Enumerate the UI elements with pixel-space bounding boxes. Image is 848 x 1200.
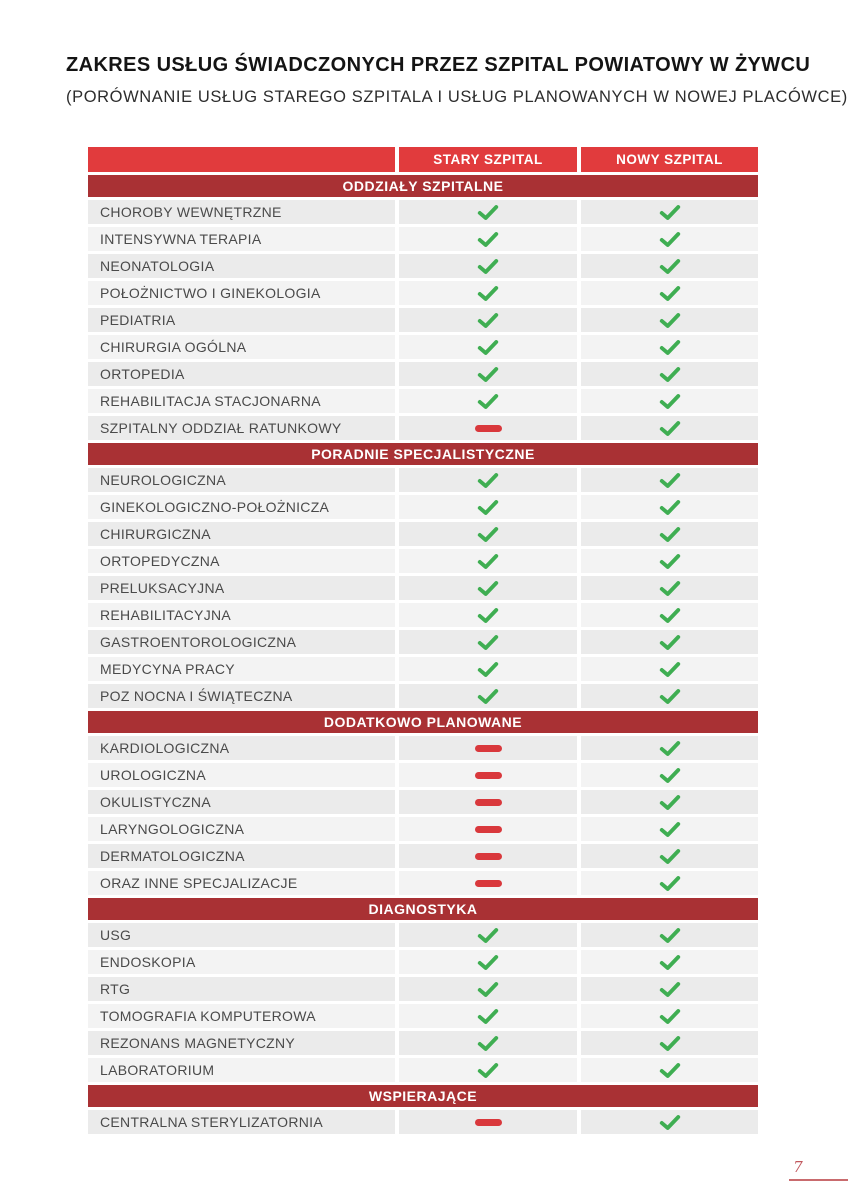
section-rows	[88, 468, 758, 708]
row-label: SZPITALNY ODDZIAŁ RATUNKOWY	[88, 416, 395, 440]
table-section	[88, 175, 758, 440]
stary-szpital-cell	[399, 308, 577, 332]
row-label: POŁOŻNICTWO I GINEKOLOGIA	[88, 281, 395, 305]
section-rows	[88, 736, 758, 895]
table-row	[88, 684, 758, 708]
section-rows	[88, 923, 758, 1082]
row-label: ENDOSKOPIA	[88, 950, 395, 974]
nowy-szpital-cell	[581, 227, 758, 251]
check-icon	[659, 954, 681, 971]
check-icon	[477, 927, 499, 944]
row-label: DERMATOLOGICZNA	[88, 844, 395, 868]
table-row	[88, 576, 758, 600]
table-row	[88, 977, 758, 1001]
stary-szpital-cell	[399, 389, 577, 413]
row-label: POZ NOCNA I ŚWIĄTECZNA	[88, 684, 395, 708]
table-row	[88, 657, 758, 681]
table-row	[88, 522, 758, 546]
check-icon	[477, 339, 499, 356]
check-icon	[659, 927, 681, 944]
stary-szpital-cell	[399, 254, 577, 278]
stary-szpital-cell	[399, 362, 577, 386]
check-icon	[659, 366, 681, 383]
table-row	[88, 416, 758, 440]
check-icon	[659, 981, 681, 998]
table-section	[88, 898, 758, 1082]
row-label: ORTOPEDYCZNA	[88, 549, 395, 573]
table-row	[88, 603, 758, 627]
check-icon	[659, 767, 681, 784]
table-header	[88, 147, 758, 172]
nowy-szpital-cell	[581, 308, 758, 332]
table-row	[88, 308, 758, 332]
row-label: CHIRURGICZNA	[88, 522, 395, 546]
nowy-szpital-cell	[581, 603, 758, 627]
nowy-szpital-cell	[581, 923, 758, 947]
row-label: USG	[88, 923, 395, 947]
nowy-szpital-cell	[581, 200, 758, 224]
check-icon	[477, 366, 499, 383]
check-icon	[659, 821, 681, 838]
row-label: ORAZ INNE SPECJALIZACJE	[88, 871, 395, 895]
stary-szpital-cell	[399, 736, 577, 760]
dash-icon	[475, 799, 502, 806]
row-label: ORTOPEDIA	[88, 362, 395, 386]
page-subtitle: (PORÓWNANIE USŁUG STAREGO SZPITALA I USŁUG PLANOWANYCH W NOWEJ PLACÓWCE)	[66, 88, 848, 106]
check-icon	[477, 1008, 499, 1025]
nowy-szpital-cell	[581, 522, 758, 546]
check-icon	[477, 312, 499, 329]
check-icon	[659, 580, 681, 597]
check-icon	[477, 607, 499, 624]
check-icon	[477, 472, 499, 489]
page-title: ZAKRES USŁUG ŚWIADCZONYCH PRZEZ SZPITAL POWIATOWY W ŻYWCU	[66, 54, 811, 76]
stary-szpital-cell	[399, 1004, 577, 1028]
check-icon	[659, 472, 681, 489]
nowy-szpital-cell	[581, 817, 758, 841]
table-row	[88, 495, 758, 519]
table-row	[88, 281, 758, 305]
check-icon	[659, 661, 681, 678]
table-section	[88, 711, 758, 895]
nowy-szpital-cell	[581, 1110, 758, 1134]
section-header: DODATKOWO PLANOWANE	[88, 711, 758, 733]
row-label: UROLOGICZNA	[88, 763, 395, 787]
table-row	[88, 950, 758, 974]
check-icon	[659, 1008, 681, 1025]
table-row	[88, 817, 758, 841]
nowy-szpital-cell	[581, 977, 758, 1001]
nowy-szpital-cell	[581, 281, 758, 305]
section-header: DIAGNOSTYKA	[88, 898, 758, 920]
stary-szpital-cell	[399, 335, 577, 359]
stary-szpital-cell	[399, 603, 577, 627]
table-section	[88, 1085, 758, 1134]
column-header-stary-szpital: STARY SZPITAL	[399, 147, 577, 172]
stary-szpital-cell	[399, 844, 577, 868]
nowy-szpital-cell	[581, 1031, 758, 1055]
row-label: RTG	[88, 977, 395, 1001]
check-icon	[477, 204, 499, 221]
section-header: WSPIERAJĄCE	[88, 1085, 758, 1107]
stary-szpital-cell	[399, 522, 577, 546]
table-row	[88, 790, 758, 814]
nowy-szpital-cell	[581, 684, 758, 708]
table-row	[88, 763, 758, 787]
table-row	[88, 1110, 758, 1134]
check-icon	[477, 499, 499, 516]
dash-icon	[475, 1119, 502, 1126]
check-icon	[477, 580, 499, 597]
stary-szpital-cell	[399, 871, 577, 895]
check-icon	[659, 607, 681, 624]
check-icon	[477, 661, 499, 678]
stary-szpital-cell	[399, 817, 577, 841]
stary-szpital-cell	[399, 790, 577, 814]
column-header-nowy-szpital: NOWY SZPITAL	[581, 147, 758, 172]
stary-szpital-cell	[399, 1110, 577, 1134]
check-icon	[659, 848, 681, 865]
table-row	[88, 1031, 758, 1055]
check-icon	[659, 1062, 681, 1079]
nowy-szpital-cell	[581, 1004, 758, 1028]
nowy-szpital-cell	[581, 495, 758, 519]
row-label: LABORATORIUM	[88, 1058, 395, 1082]
check-icon	[659, 1035, 681, 1052]
check-icon	[477, 553, 499, 570]
row-label: MEDYCYNA PRACY	[88, 657, 395, 681]
stary-szpital-cell	[399, 977, 577, 1001]
table-row	[88, 200, 758, 224]
check-icon	[477, 526, 499, 543]
check-icon	[659, 393, 681, 410]
nowy-szpital-cell	[581, 790, 758, 814]
nowy-szpital-cell	[581, 335, 758, 359]
check-icon	[659, 285, 681, 302]
row-label: GINEKOLOGICZNO-POŁOŻNICZA	[88, 495, 395, 519]
check-icon	[659, 258, 681, 275]
check-icon	[659, 204, 681, 221]
table-row	[88, 389, 758, 413]
footer-rule	[789, 1179, 848, 1181]
stary-szpital-cell	[399, 630, 577, 654]
dash-icon	[475, 853, 502, 860]
stary-szpital-cell	[399, 1031, 577, 1055]
check-icon	[477, 981, 499, 998]
table-row	[88, 1004, 758, 1028]
dash-icon	[475, 425, 502, 432]
row-label: CHIRURGIA OGÓLNA	[88, 335, 395, 359]
table-row	[88, 468, 758, 492]
section-header: PORADNIE SPECJALISTYCZNE	[88, 443, 758, 465]
check-icon	[477, 393, 499, 410]
stary-szpital-cell	[399, 1058, 577, 1082]
dash-icon	[475, 880, 502, 887]
row-label: PEDIATRIA	[88, 308, 395, 332]
section-header: ODDZIAŁY SZPITALNE	[88, 175, 758, 197]
table-row	[88, 335, 758, 359]
table-row	[88, 227, 758, 251]
check-icon	[659, 231, 681, 248]
column-header-spacer	[88, 147, 395, 172]
dash-icon	[475, 745, 502, 752]
table-row	[88, 1058, 758, 1082]
nowy-szpital-cell	[581, 950, 758, 974]
row-label: KARDIOLOGICZNA	[88, 736, 395, 760]
nowy-szpital-cell	[581, 468, 758, 492]
check-icon	[659, 1114, 681, 1131]
check-icon	[659, 420, 681, 437]
row-label: LARYNGOLOGICZNA	[88, 817, 395, 841]
check-icon	[477, 285, 499, 302]
section-rows	[88, 200, 758, 440]
check-icon	[659, 794, 681, 811]
nowy-szpital-cell	[581, 389, 758, 413]
check-icon	[659, 875, 681, 892]
table-row	[88, 736, 758, 760]
nowy-szpital-cell	[581, 630, 758, 654]
check-icon	[477, 954, 499, 971]
check-icon	[477, 634, 499, 651]
stary-szpital-cell	[399, 576, 577, 600]
table-row	[88, 549, 758, 573]
nowy-szpital-cell	[581, 1058, 758, 1082]
nowy-szpital-cell	[581, 844, 758, 868]
stary-szpital-cell	[399, 684, 577, 708]
row-label: REZONANS MAGNETYCZNY	[88, 1031, 395, 1055]
row-label: REHABILITACYJNA	[88, 603, 395, 627]
table-row	[88, 923, 758, 947]
check-icon	[659, 339, 681, 356]
table-section	[88, 443, 758, 708]
nowy-szpital-cell	[581, 576, 758, 600]
stary-szpital-cell	[399, 200, 577, 224]
row-label: TOMOGRAFIA KOMPUTEROWA	[88, 1004, 395, 1028]
table-row	[88, 630, 758, 654]
check-icon	[659, 499, 681, 516]
stary-szpital-cell	[399, 923, 577, 947]
table-row	[88, 362, 758, 386]
section-rows	[88, 1110, 758, 1134]
check-icon	[659, 312, 681, 329]
nowy-szpital-cell	[581, 362, 758, 386]
stary-szpital-cell	[399, 468, 577, 492]
dash-icon	[475, 826, 502, 833]
nowy-szpital-cell	[581, 416, 758, 440]
row-label: NEUROLOGICZNA	[88, 468, 395, 492]
check-icon	[659, 740, 681, 757]
nowy-szpital-cell	[581, 549, 758, 573]
row-label: NEONATOLOGIA	[88, 254, 395, 278]
row-label: OKULISTYCZNA	[88, 790, 395, 814]
check-icon	[659, 688, 681, 705]
row-label: CHOROBY WEWNĘTRZNE	[88, 200, 395, 224]
row-label: PRELUKSACYJNA	[88, 576, 395, 600]
row-label: GASTROENTOROLOGICZNA	[88, 630, 395, 654]
stary-szpital-cell	[399, 416, 577, 440]
stary-szpital-cell	[399, 495, 577, 519]
table-row	[88, 844, 758, 868]
check-icon	[477, 688, 499, 705]
check-icon	[477, 231, 499, 248]
row-label: INTENSYWNA TERAPIA	[88, 227, 395, 251]
check-icon	[659, 553, 681, 570]
dash-icon	[475, 772, 502, 779]
nowy-szpital-cell	[581, 763, 758, 787]
nowy-szpital-cell	[581, 871, 758, 895]
comparison-table	[88, 147, 758, 1137]
stary-szpital-cell	[399, 227, 577, 251]
nowy-szpital-cell	[581, 657, 758, 681]
table-row	[88, 254, 758, 278]
stary-szpital-cell	[399, 657, 577, 681]
stary-szpital-cell	[399, 549, 577, 573]
nowy-szpital-cell	[581, 254, 758, 278]
check-icon	[477, 1035, 499, 1052]
row-label: CENTRALNA STERYLIZATORNIA	[88, 1110, 395, 1134]
nowy-szpital-cell	[581, 736, 758, 760]
stary-szpital-cell	[399, 950, 577, 974]
stary-szpital-cell	[399, 763, 577, 787]
page-number: 7	[793, 1158, 803, 1176]
check-icon	[659, 526, 681, 543]
row-label: REHABILITACJA STACJONARNA	[88, 389, 395, 413]
stary-szpital-cell	[399, 281, 577, 305]
table-row	[88, 871, 758, 895]
check-icon	[477, 1062, 499, 1079]
check-icon	[659, 634, 681, 651]
check-icon	[477, 258, 499, 275]
